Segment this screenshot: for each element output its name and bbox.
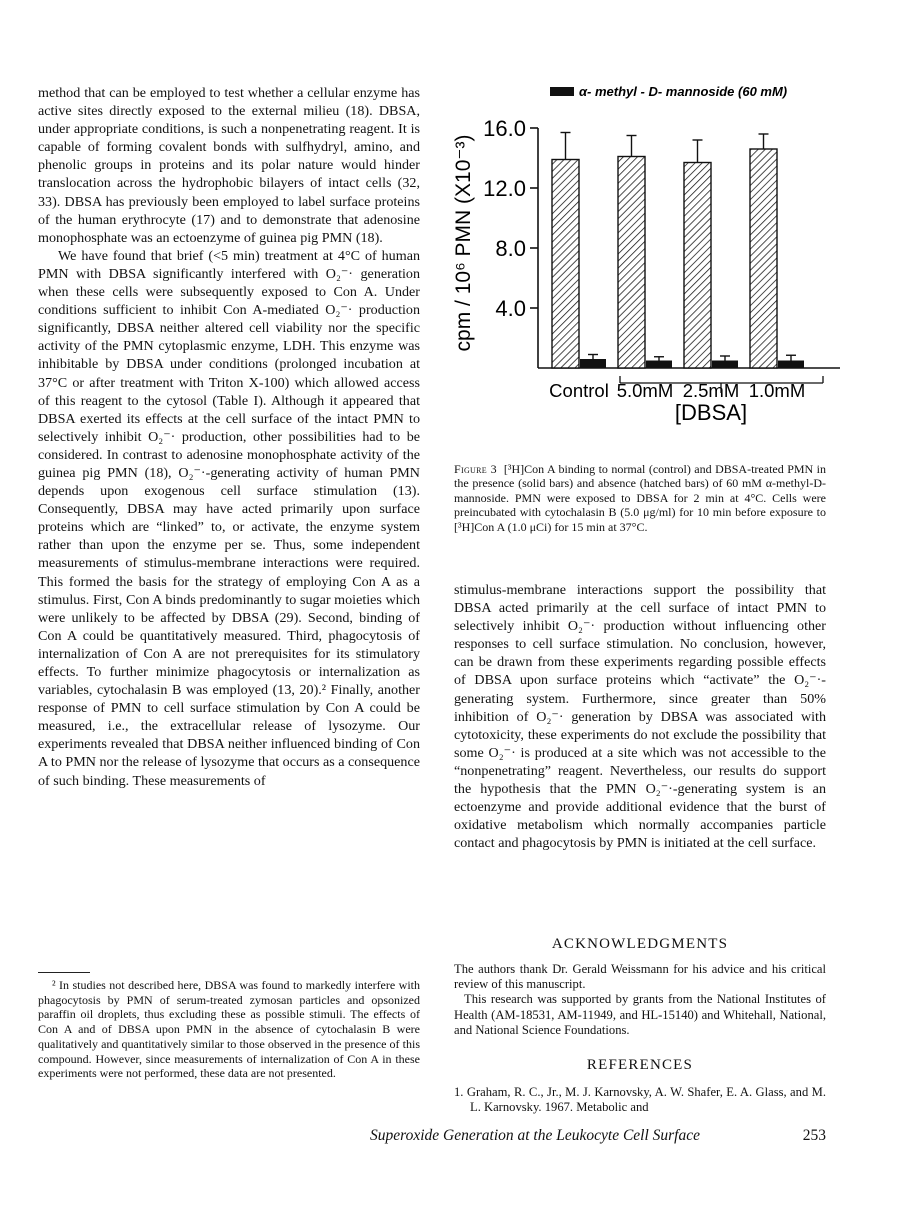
acknowledgments [454,962,826,1038]
references [454,1085,826,1116]
caption-label: Figure 3 [454,462,497,476]
caption-text: [³H]Con A binding to normal (control) and DBSA-treated PMN in the presence (solid bars) and absence (hatched bars) of 60 mM α-methyl-D-mannoside. PMN were exposed to DBSA for 2 min at 4°C. Cells were preincubated with cytochalasin B (5.0 μg/ml) for 10 min before exposure to [³H]Con A (1.0 μCi) for 15 min at 37°C. [454,462,826,534]
x-tick-label: 2.5mM [682,380,740,401]
bar-hatched [750,149,777,368]
figure-caption [454,462,826,534]
y-tick-label: 16.0 [483,116,526,141]
x-tick-label: 1.0mM [748,380,806,401]
y-axis-label: cpm / 10⁶ PMN (X10⁻³) [452,134,475,352]
x-axis-label: [DBSA] [674,400,748,425]
page-footer [370,1127,826,1145]
left-column [38,84,420,790]
y-tick-label: 8.0 [495,236,526,261]
figure-3 [440,78,860,458]
bar-solid [778,361,804,369]
footnote-rule [38,972,90,973]
bar-solid [580,359,606,368]
acknowledgments-heading: ACKNOWLEDGMENTS [551,936,729,952]
bar-chart [440,78,860,458]
bar-solid [646,361,672,369]
y-tick-label: 12.0 [483,176,526,201]
x-tick-label: 5.0mM [616,380,674,401]
references-heading: REFERENCES [586,1057,694,1073]
running-title: Superoxide Generation at the Leukocyte Cell Surface [370,1127,700,1144]
bar-solid [712,361,738,369]
body-paragraph: We have found that brief (<5 min) treatment at 4°C of human PMN with DBSA significantly interfered with O₂⁻· generation when these cells were subsequently exposed to Con A. Under conditions sufficient to inhibit Con A-mediated O₂⁻· production significantly, DBSA neither altered cell viability nor the specific activity of the PMN cytoplasmic enzyme, LDH. This enzyme was inhibitable by DBSA under conditions (prolonged incubation at 37°C or after treatment with Triton X-100) which allowed access of this reagent to the cytosol (Table I). Although it appeared that DBSA exerted its effects at the cell surface of the intact PMN to selectively inhibit O₂⁻· production, other possibilities had to be considered. In contrast to adenosine monophosphate activity of the guinea pig PMN (18), O₂⁻·-generating activity of human PMN depends upon exogenous cell surface stimulation (13). Consequently, DBSA may have acted primarily upon surface proteins which are “linked” to, or activate, the enzyme system rather than upon the enzyme per se. Thus, some independent measurements of stimulus-membrane interactions were required. This formed the basis for the strategy of employing Con A as a stimulus. First, Con A binds predominantly to sugar moieties which were unlikely to be affected by DBSA (29). Second, binding of Con A could be quantitatively measured. Third, phagocytosis of internalization of Con A are not prerequisites for its stimulatory effects. To further minimize phagocytosis or internalization as variables, cytochalasin B was employed (13, 20).² Finally, another response of PMN to cell surface stimulation by Con A could be measured, i.e., the extracellular release of lysozyme. Our experiments revealed that DBSA neither influenced binding of Con A to PMN nor the release of lysozyme that occurs as a consequence of such binding. These measurements of [38,247,420,789]
legend-label: α- methyl - D- mannoside (60 mM) [579,84,788,99]
ack-paragraph: This research was supported by grants from the National Institutes of Health (AM-18531, AM-11949, and HL-15140) and Whitehall, National, and National Science Foundations. [454,992,826,1037]
page-number: 253 [802,1127,826,1144]
footnote: ² In studies not described here, DBSA was found to markedly interfere with phagocytosis by PMN of serum-treated zymosan particles and opsonized paraffin oil droplets, thus excluding these as possible stimuli. The effects of Con A and of DBSA upon PMN in the absence of cytochalasin B were qualitatively and quantitatively similar to those observed in the presence of this compound. However, since measurements of internalization of Con A in these experiments were not performed, these data are not presented. [38,978,420,1081]
y-tick-label: 4.0 [495,296,526,321]
x-tick-label: Control [549,380,609,401]
bars [552,133,804,369]
ack-paragraph: The authors thank Dr. Gerald Weissmann for his advice and his critical review of this manuscript. [454,962,826,992]
bar-hatched [552,160,579,369]
body-paragraph: stimulus-membrane interactions support the possibility that DBSA acted primarily at the cell surface of intact PMN to selectively inhibit O₂⁻· production without influencing other responses to cell surface stimulation. No conclusion, however, can be drawn from these experiments regarding possible effects of DBSA upon surface proteins which “activate” the O₂⁻·-generating system. Furthermore, since greater than 50% inhibition of O₂⁻· generation by DBSA was associated with cytotoxicity, these experiments do not exclude the possibility that some O₂⁻· is produced at a site which was not accessible to the “nonpenetrating” reagent. Nevertheless, our results do support the hypothesis that the PMN O₂⁻·-generating system is an ectoenzyme and provide additional evidence that the burst of oxidative metabolism which normally accompanies particle contact and phagocytosis by PMN is initiated at the cell surface. [454,582,826,852]
bar-hatched [684,163,711,369]
body-paragraph: method that can be employed to test whether a cellular enzyme has active sites directly exposed to the external milieu (18). DBSA, under appropriate conditions, is such a nonpenetrating reagent. It is capable of forming covalent bonds with sulfhydryl, amino, and phenolic groups in proteins and its polar nature would hinder translocation across the hydrophobic bilayers of intact cells (32, 33). DBSA has previously been employed to label surface proteins of the human erythrocyte (17) and to demonstrate that adenosine monophosphate was an ectoenzyme of guinea pig PMN (18). [38,85,420,246]
reference-item: 1. Graham, R. C., Jr., M. J. Karnovsky, A. W. Shafer, E. A. Glass, and M. L. Karnovsky. 1967. Metabolic and [454,1085,826,1115]
y-axis [483,116,840,368]
right-column [454,581,826,852]
legend-swatch [550,87,574,96]
bar-hatched [618,157,645,369]
